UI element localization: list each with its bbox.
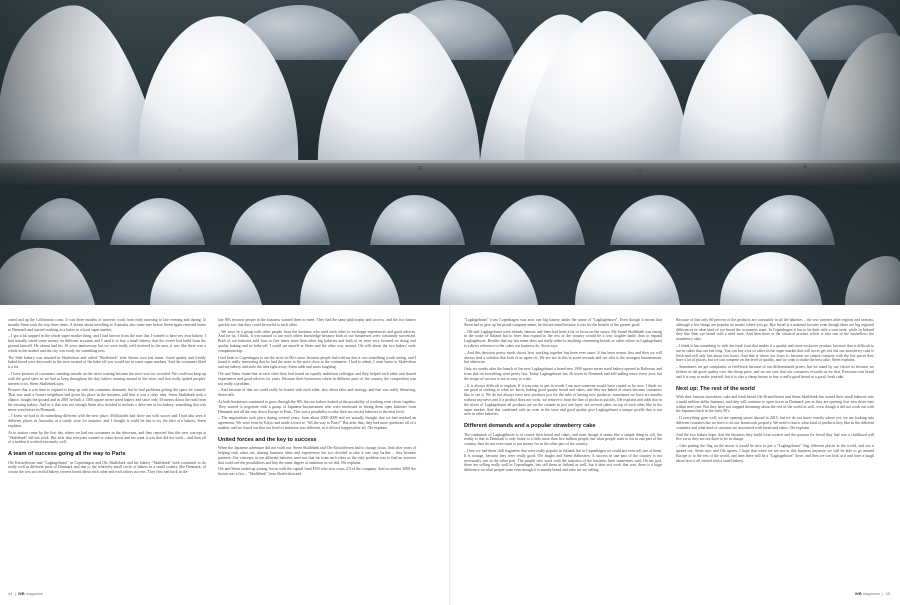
paragraph: When the Japanese adventure did not work out, Steen Skallebæk and Ole Kristoffersen had to change focus. And after years of helping each other out, sharing business ideas and experiences the two decided to take it one step further – they became partners. Our concepts in our different bakeries were not that far from each other so the only problem was to find an investor that could see the possibilities and buy the same degree of ambition as we did, Ole explains.	[218, 446, 416, 465]
section-heading: United forces and the key to success	[218, 436, 317, 443]
section-heading: Next up: The rest of the world	[676, 385, 755, 392]
footer-right: WB magazine | 45	[854, 591, 890, 596]
paragraph: – I think it has something to with the fresh fruit that makes it a quality and more exclusive product, because that is difficult to use in cakes that can last long. You can buy a lot of cakes in the super market that will never get old, but our strawberry cake is fresh and will only last about two hours. And that is where our focus is: because we cannot compete with the low prices they have a lot of places, but we can compete on the level of quality, and we want to make the best cake, Steen explains.	[676, 343, 874, 363]
paragraph: cured and up the Californian coast. It was three months of interests work from early morning to late evening and during 13 months Steen took the trip three times. A dream about travelling to Australia also came true before Steen again returned home to Denmark and started working as a baker in a local super market.	[8, 318, 206, 332]
paragraph: – Once we had these chill baguettes that were really popular in Jutland, but in Copenhagen we could not even sell one of them. It is strange, because they were really good. Ole laughs and Steen elaborates: A success in one part of the country is not necessarily one in the other part. The people who work with the statistics of the business have sometimes said, Oh my god, these are selling really well in Copenhagen, lets sell them in Jutland as well, but it does not work that way, there is a huge difference on what people want even though it is mainly bread and cake we are selling.	[464, 449, 662, 473]
baking-tray	[0, 160, 900, 185]
paragraph: – I got a bit trapped in the whole super market thing, and I had known from the start that I wanted to have my own bakery. I had actually saved some money on different accounts and I used it to buy a small bakery, that the owner had build from the ground himself. He almost had his 10 years anniversary but we were really well received in the area, it was like there was a whole in the market and the city was ready for something new.	[8, 334, 206, 353]
paragraph: The little bakery was situated in Skalevikon and called "Skallebrek" after Steens own last name. Good quality and freshly baked bread were keywords in the store instead of the bake-off you would see in some super markets. And the costumers liked it a lot.	[8, 355, 206, 370]
paragraph: – The negotiations took place during several years, from about 2000-2009 and we actually thought that we had reached an agreement. We were even in Tokyo and made a toast to "All the way to Paris!" But after that, they had more questions all of a sudden, and we found out that our level of ambition was different, so it did not happen after all, Ole explains.	[218, 416, 416, 430]
paragraph: Ole Kristoffersen and "Lagkagehuset" in Copenhagen and Ole Skallebæk and his bakery "Skallebæk" both continued to do really well in different parts of Denmark and due to the relatively small circle of bakers in a small country like Denmark, of course the two successful bakery owners heard about each other and each others success. They first met back in the	[8, 460, 206, 475]
paragraph: – And because of that we could really be honest with each other, also about sales and strategy, and that was really lifesaving, Steen tells.	[218, 388, 416, 398]
paragraph: Ole and Steen found that in each other they had found an equally ambitious colleague and they helped each other and shared experiences and good advices for years. Because their businesses where in different parts of the country, the competition was not really a problem.	[218, 371, 416, 386]
text-column-4	[676, 318, 874, 465]
paragraph: – Ole and Lagkagehuset were already famous and there had been a lot of focus on the stores. My brand Skallebæk was strong in the south of Jutland but to have that expand to the rest of the country would be a way tougher battle than to expand Lagkagehuset. Besides that my last name does not really relate to anything concerning breads or cakes where as Lagkagehuset is a direct reference to the cakes our business do, Steen says.	[464, 329, 662, 348]
text-column-3	[464, 318, 662, 475]
paragraph: – I knew we had to do something different with the new place. McDonalds had drive inn with succes and I had also seen it different places in Australia, at a candy store for instance, and I thought it could be fun to try the idea at a bakery, Steen explains.	[8, 414, 206, 428]
paragraph: – If everything goes well, we are opening stores abroad in 2015, but we do not know exactly where yet, we are looking into different countries but we have to do our homework properly. We need to know what kind of products they like in the different countries and what kind of customs are associated with bread and cakes, Ole explains.	[676, 416, 874, 430]
paragraph: "Lagkagehuset" from Copenhagen was now one big bakery under the name of "Lagkagehuset". Even though it meant that Steen had to give up his proud company name, he did not mind because it was for the benefit of the greater good.	[464, 318, 662, 327]
page-number-left: 44	[8, 591, 13, 596]
paragraph: – Sometimes we get complaints or feed-back because of our differentiated prices, but we stand by our choice as because we believe in the good quality over the cheap price, and we are sure that our costumers rewards us for that. Everyone eats bread and it is easy to make yourself, but it is also a cheap luxury to buy a really good bread or a good, fresh cake.	[676, 365, 874, 379]
paragraph: – We were in a group with other people from the business who used each other to exchange experiences and good advices. And for us, I think, it was natural to use each others knowledge because both of our businesses were constantly successful. Both of our bakeries sold four or five times more than other big bakeries and both of us were very focused on doing real quality baking and no bake-off. I could see myself in Steen and the other way around, Ole tells about the two bakers' early companionship.	[218, 329, 416, 353]
paragraph: As both businesses continued to grow through the 90's the two bakers looked at the possibility of working even closer together. They started to negotiate with a group of Japanese businessmen who were interested in letting them open bakeries from Denmark and all the way down Europe to Paris. This was a possibility to take their successful bakeries to the next level.	[218, 399, 416, 414]
section-heading: Different demands and a popular strawberry cake	[464, 423, 596, 430]
paragraph: – I have pictures of costumers standing outside on the street waiting because the store was too crowded. We could not keep up with the good sales so we had to keep throughout the day, bakers running around in the store, and that really spiked peoples' interest to us, Steen Skallebæk says.	[8, 371, 206, 386]
text-column-2	[218, 318, 416, 479]
paragraph: And the two bakers hope, that the business they build from scratch and the passion for bread they had was a childhood will live on so they are not there to be in charge.	[676, 432, 874, 442]
page-gutter	[449, 305, 451, 605]
page-number-right: 45	[885, 591, 890, 596]
magazine-section-right: magazine	[862, 591, 881, 596]
section-heading: A team of success going all the way to Paris	[8, 451, 126, 458]
footer-left: 44 | WB magazine	[8, 591, 44, 596]
paragraph: I had been to Copenhagen to see the store in Ole's store, because people had told me that it was something worth seeing, and I found it really interesting that he had the store in the store close to the costumers. I had to admit, I went home to Skalevikon and my bakery and stole the idea right away, Steen adds and starts laughing.	[218, 355, 416, 370]
paragraph: The trademark of Lagkagehuset is of course their bread and cakes, and even though it seems like a simple thing to sell, the reality is that in Denmark is only home to a little more than five million people, but what people want to eat in one part of the country, they do not even want to put money for in the other part of the country.	[464, 432, 662, 447]
paragraph: Because of that only 60 percent of the products are constantly in all the bakeries – the rest varieties after regions and seasons, although a few things are popular no matter where you go. Rye bread is a national favorite even though there are big regional differences in what kind of rye bread the costumers want. In Copenhagen it has to be dark with a sour taste, while in Jutland they like their rye bread with a mild taste. And then there is the classical product which is also one of the bestsellers: the strawberry cake.	[676, 318, 874, 342]
paragraph: With their famous strawberry cake and fresh bread Ole Kristoffersen and Steen Skallebæk has turned their small bakeries into a multi million dollar business, and they will continue to open stores in Denmark just as they are opening four new drive-inns within next year. But they have not stopped dreaming about the rest of the world as well, even though it did not work out with the Japanese back in the early 90's.	[676, 395, 874, 414]
paragraph: At to station came by the first day where we had ten costumers in the drive-inn, and they reported that this new concept at "Skallebæk" did not work. But after that everyone wanted to come down and see what it was that did not work – and then all of a sudden it worked extremely well.	[8, 430, 206, 445]
paragraph: late 80's because people in the business wanted them to meet. They had the same philosophy and success, and the two bakers quickly saw that they could be useful to each other.	[218, 318, 416, 327]
paragraph: Pictures that it was time to expand to keep up with the costumers demands, but he had problems getting the space he wanted. That was until a former neighbour had given his place in the business told him it was a risky idea, Steen Skallebæk took a chance, bought the ground and in 2001 he built a 1300 square meter sized bakery and since only 30 meters down the road from his existing bakery. And in it that was not enough Steen also decided to include a drive-inn in his bakery, something that was never seen before in Denmark.	[8, 388, 206, 412]
paragraph: Ole and Steen ended up joining forces with the capital fund FSN who now owns 2/3 of the company. And in october 2008 the fusion was a fact – "Skallebæk" from Skalevikon and	[218, 467, 416, 477]
paragraph: – And this decision pretty much shows how working together has been ever since. It has been reason first and then we will always find a solution that both of us agree on. We are not in this to score rewards and see who is the strongest businessman, but otherwise.	[464, 350, 662, 365]
magazine-logo-left: WB	[17, 591, 25, 596]
paragraph: – It is always difficult to explain. If it was easy to put in words I am sure someone would have copied us by now. I think we are good at sticking to what we know, baking good quality bread and cakes, and they are baked at stores because costumers like to see it. We do not always have new products just for the sake of having new products, sometimes we have six months without any news and if a product does not work, we remove it from the line of products quickly, Ole explains and adds that in the stores of Lagkagehuset all products are on the counter in just one layer, not several cakes on top of each other like in the super market. And that combined with an oven in the store and good quality give Lagkagehuset a unique profile that is not seen in other bakeries.	[464, 383, 662, 417]
text-column-1	[8, 318, 206, 477]
magazine-section-left: magazine	[25, 591, 44, 596]
paragraph: Only six weeks after the launch of the new Lagkagehuset a brand new 1900 square meter sized bakery opened in Rahovna, and from that on everything went pretty fast. Today Lagkagehuset has 26 stores in Denmark and still adding more every year, but the recipe of success is not so easy to write.	[464, 367, 662, 381]
magazine-logo-right: WB	[854, 591, 862, 596]
paragraph: – Like putting the flag on the moon it would be nice to put a "Lagkagehuset" flag different places in the world, and see it spread out, Steen says and Ole agrees: I hope that when we are not in this business anymore we will be able to go around Europe or to the rest of the world, and then there will be a "Lagkagehuset" there, and then we can look at it and have a laugh about how it all started with a small bakery.	[676, 444, 874, 463]
